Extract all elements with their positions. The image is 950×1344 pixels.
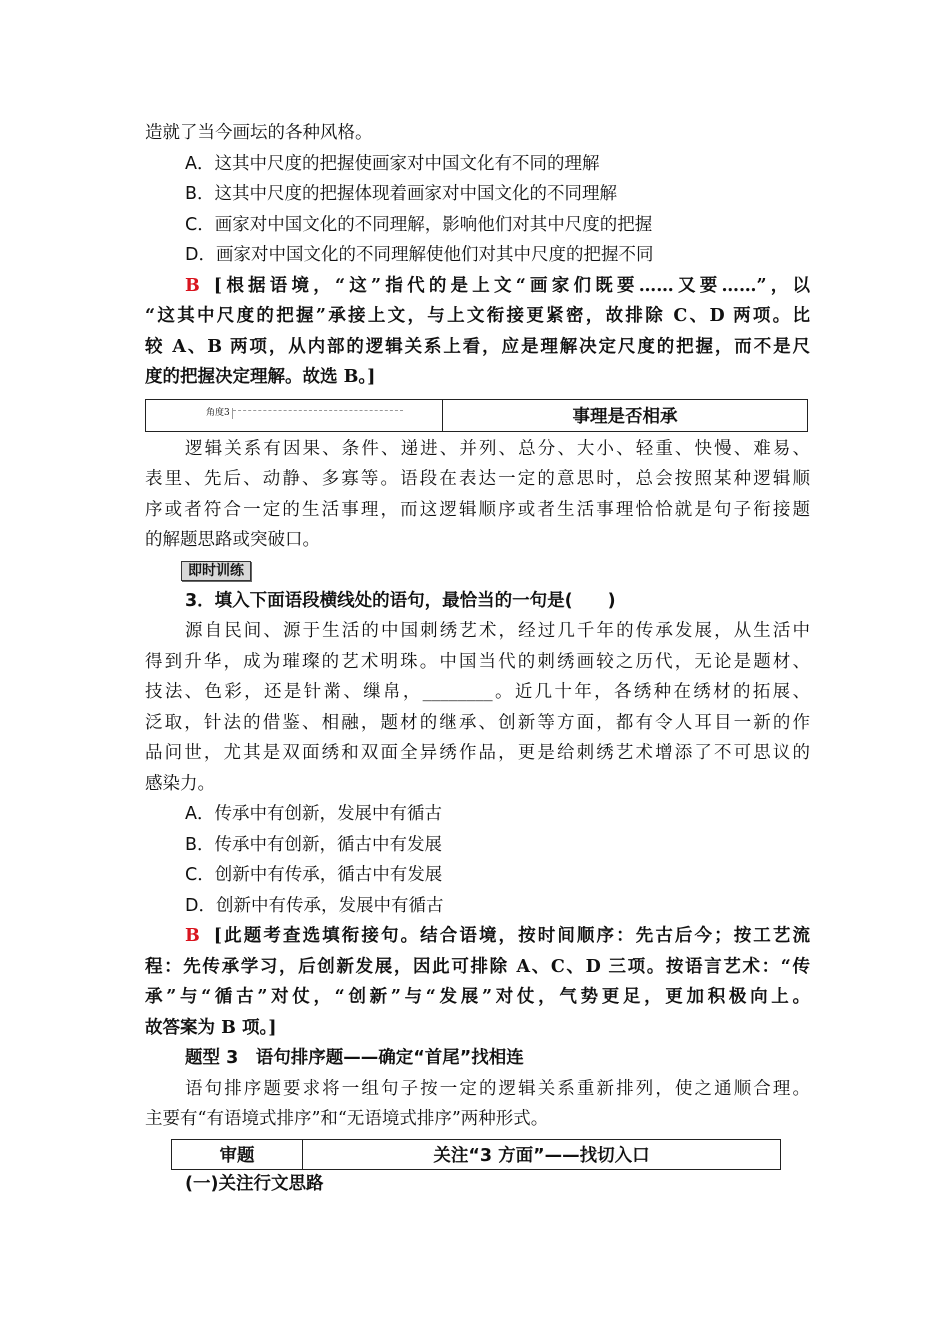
type3-table bbox=[171, 1139, 781, 1170]
q2-option-b: B．这其中尺度的把握体现着画家对中国文化的不同理解 bbox=[185, 184, 618, 204]
q2-explanation-line: 度的把握决定理解。故选 B。] bbox=[145, 367, 376, 387]
type3-table-right: 关注“3 方面”——找切入口 bbox=[303, 1139, 781, 1169]
angle-tag: 角度3 bbox=[206, 408, 233, 419]
q2-answer-letter: B bbox=[185, 275, 200, 296]
q3-explanation-line: B [此题考查选填衔接句。结合语境，按时间顺序：先古后今；按工艺流 bbox=[185, 926, 810, 946]
q2-continuation: 造就了当今画坛的各种风格。 bbox=[145, 123, 373, 143]
q3-stem: 3．填入下面语段横线处的语句，最恰当的一句是( ) bbox=[185, 590, 616, 611]
angle-title: 事理是否相承 bbox=[443, 399, 808, 431]
angle-paragraph-line: 表里、先后、动静、多寡等。语段在表达一定的意思时，总会按照某种逻辑顺 bbox=[145, 469, 810, 489]
document-page bbox=[145, 118, 810, 1198]
q3-passage-line: 感染力。 bbox=[145, 773, 215, 794]
q3-explanation-line: 程：先传承学习，后创新发展，因此可排除 A、C、D 三项。按语言艺术：“传 bbox=[145, 956, 810, 977]
q2-explanation-line: B [根据语境，“这”指代的是上文“画家们既要……又要……”，以 bbox=[185, 275, 810, 296]
q3-passage-line: 品问世，尤其是双面绣和双面全异绣作品，更是给刺绣艺术增添了不可思议的 bbox=[145, 743, 810, 763]
q3-option-c: C．创新中有传承，循古中有发展 bbox=[185, 865, 443, 885]
type3-intro-line: 主要有“有语境式排序”和“无语境式排序”两种形式。 bbox=[145, 1109, 549, 1129]
q3-option-d: D．创新中有传承，发展中有循古 bbox=[185, 895, 444, 916]
q3-option-b: B．传承中有创新，循古中有发展 bbox=[185, 834, 443, 855]
q2-option-c: C．画家对中国文化的不同理解，影响他们对其中尺度的把握 bbox=[185, 214, 653, 235]
q3-explanation-line: 承”与“循古”对仗，“创新”与“发展”对仗，气势更足，更加积极向上。 bbox=[145, 987, 810, 1007]
q2-option-d: D．画家对中国文化的不同理解使他们对其中尺度的把握不同 bbox=[185, 245, 654, 265]
q3-passage-line: 源自民间、源于生活的中国刺绣艺术，经过几千年的传承发展，从生活中 bbox=[185, 621, 810, 641]
q2-explanation-line: 较 A、B 两项，从内部的逻辑关系上看，应是理解决定尺度的把握，而不是尺 bbox=[145, 336, 810, 357]
training-tag: 即时训练 bbox=[181, 561, 251, 581]
q3-passage-line: 得到升华，成为璀璨的艺术明珠。中国当代的刺绣画较之历代，无论是题材、 bbox=[145, 651, 810, 672]
type3-intro-line: 语句排序题要求将一组句子按一定的逻辑关系重新排列，使之通顺合理。 bbox=[185, 1078, 810, 1099]
type3-heading: 题型 3 语句排序题——确定“首尾”找相连 bbox=[185, 1048, 524, 1068]
q2-explanation-line: “这其中尺度的把握”承接上文，与上文衔接更紧密，故排除 C、D 两项。比 bbox=[145, 306, 810, 326]
angle-paragraph-line: 序或者符合一定的生活事理，而这逻辑顺序或者生活事理恰恰就是句子衔接题 bbox=[145, 499, 810, 520]
angle-paragraph-line: 逻辑关系有因果、条件、递进、并列、总分、大小、轻重、快慢、难易、 bbox=[185, 438, 810, 459]
type3-subheading: (一)关注行文思路 bbox=[185, 1173, 324, 1194]
q2-option-a: A．这其中尺度的把握使画家对中国文化有不同的理解 bbox=[185, 153, 600, 174]
type3-table-left: 审题 bbox=[172, 1139, 303, 1169]
q3-explanation-line: 故答案为 B 项。] bbox=[145, 1017, 277, 1038]
q3-passage-line: 技法、色彩，还是针黹、缫帛，________。近几十年，各绣种在绣材的拓展、 bbox=[145, 682, 810, 702]
angle-paragraph-line: 的解题思路或突破口。 bbox=[145, 530, 320, 550]
angle-header-table bbox=[145, 399, 808, 432]
q3-passage-line: 泛取，针法的借鉴、相融，题材的继承、创新等方面，都有令人耳目一新的作 bbox=[145, 712, 810, 733]
q3-answer-letter: B bbox=[185, 926, 200, 946]
q3-option-a: A．传承中有创新，发展中有循古 bbox=[185, 804, 442, 824]
